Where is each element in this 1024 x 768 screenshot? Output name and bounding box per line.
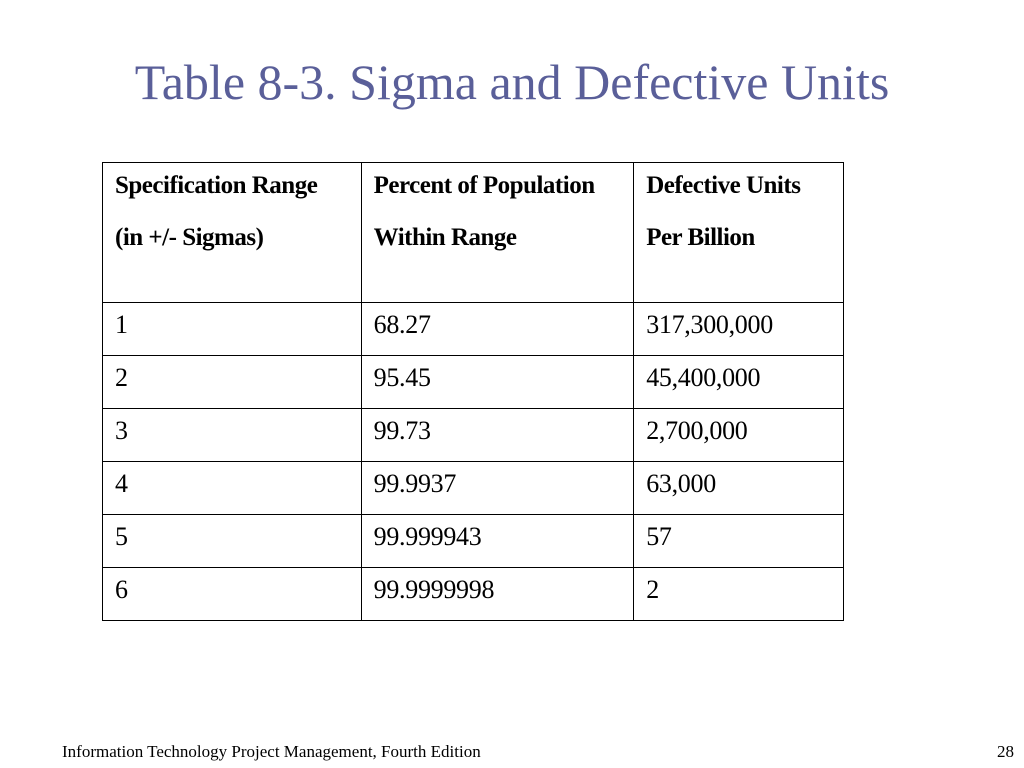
- cell-sigma: 1: [103, 303, 362, 356]
- sigma-table: [102, 162, 844, 621]
- table-row: [103, 515, 844, 568]
- cell-percent: 99.9937: [361, 462, 634, 515]
- header-defective-units-line1: Defective Units: [646, 172, 801, 199]
- cell-sigma: 6: [103, 568, 362, 621]
- cell-sigma: 5: [103, 515, 362, 568]
- cell-defects: 317,300,000: [634, 303, 844, 356]
- slide-title: Table 8-3. Sigma and Defective Units: [134, 54, 890, 110]
- table-row: [103, 462, 844, 515]
- table-row: [103, 303, 844, 356]
- cell-defects: 57: [634, 515, 844, 568]
- header-specification-range-line1: Specification Range: [115, 172, 318, 199]
- cell-percent: 99.9999998: [361, 568, 634, 621]
- cell-defects: 2: [634, 568, 844, 621]
- cell-percent: 68.27: [361, 303, 634, 356]
- table-header-row: [103, 163, 844, 303]
- header-specification-range: [103, 163, 362, 303]
- cell-defects: 2,700,000: [634, 409, 844, 462]
- slide-footer: Information Technology Project Management, Fourth Edition: [62, 742, 481, 761]
- cell-sigma: 2: [103, 356, 362, 409]
- header-percent-of-population-line1: Percent of Population: [373, 172, 595, 199]
- table-row: [103, 568, 844, 621]
- header-defective-units: [634, 163, 844, 303]
- cell-percent: 99.999943: [361, 515, 634, 568]
- cell-sigma: 4: [103, 462, 362, 515]
- header-specification-range-line2: (in +/- Sigmas): [115, 224, 264, 251]
- cell-percent: 99.73: [361, 409, 634, 462]
- cell-defects: 63,000: [634, 462, 844, 515]
- cell-sigma: 3: [103, 409, 362, 462]
- table-row: [103, 409, 844, 462]
- table-row: [103, 356, 844, 409]
- header-defective-units-line2: Per Billion: [646, 224, 755, 251]
- header-percent-of-population: [361, 163, 634, 303]
- header-percent-of-population-line2: Within Range: [373, 224, 517, 251]
- page-number: 28: [997, 742, 1014, 761]
- cell-defects: 45,400,000: [634, 356, 844, 409]
- cell-percent: 95.45: [361, 356, 634, 409]
